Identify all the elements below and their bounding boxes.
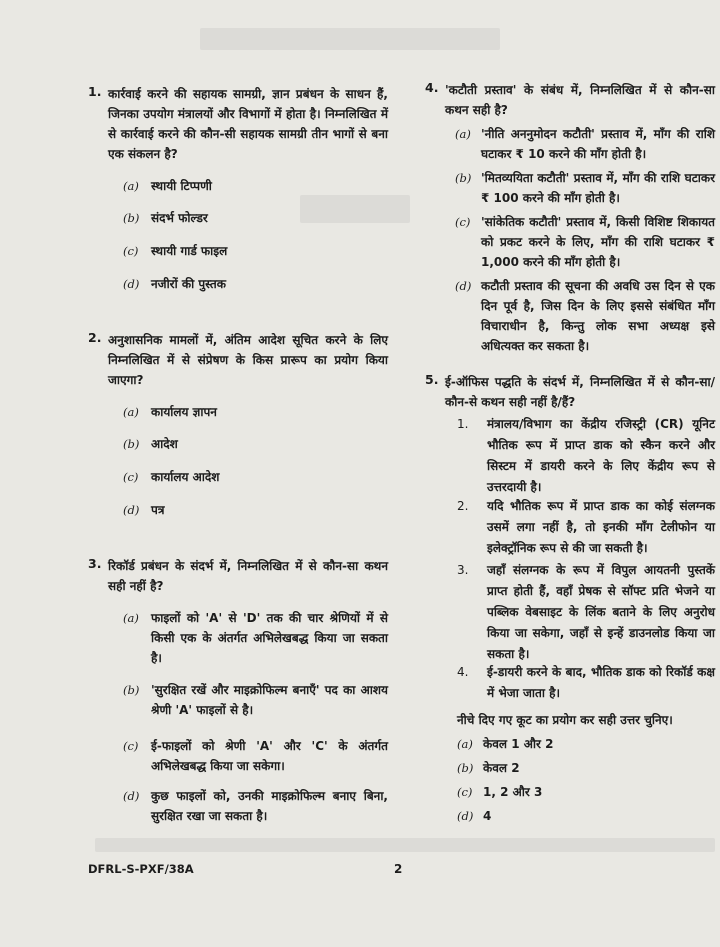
option-c[interactable]: [123, 736, 388, 776]
statement-text: मंत्रालय/विभाग का केंद्रीय रजिस्ट्री (CR) यूनिट भौतिक रूप में प्राप्त डाक को स्कैन करने और सिस्टम में डायरी करने के लिए केंद्रीय रूप से उत्तरदायी है।: [487, 417, 715, 494]
option-b[interactable]: [457, 758, 715, 778]
option-a[interactable]: [457, 734, 715, 754]
option-label: (b): [123, 211, 140, 225]
option-text: केवल 1 और 2: [483, 737, 554, 751]
statement-1: [457, 414, 715, 498]
option-c[interactable]: [123, 241, 227, 261]
question-5: [425, 372, 715, 412]
booklet-code: DFRL-S-PXF/38A: [88, 862, 194, 876]
option-label: (d): [123, 789, 140, 803]
option-label: (d): [457, 809, 474, 823]
option-label: (c): [123, 244, 139, 258]
option-text: पत्र: [151, 503, 165, 517]
question-text: 'कटौती प्रस्ताव' के संबंध में, निम्नलिखित में से कौन-सा कथन सही है?: [445, 83, 715, 117]
statement-number: 4.: [457, 665, 469, 679]
option-text: नजीरों की पुस्तक: [151, 277, 226, 291]
option-c[interactable]: [455, 212, 715, 272]
option-a[interactable]: [123, 402, 217, 422]
question-number: 3.: [88, 556, 102, 571]
option-text: कटौती प्रस्ताव की सूचना की अवधि उस दिन से एक दिन पूर्व है, जिस दिन के लिए इससे संबंधित माँग विचाराधीन है, किन्तु लोक सभा अध्यक्ष इसे अधित्यक्त कर सकता है।: [481, 279, 715, 353]
statement-number: 2.: [457, 499, 469, 513]
question-number: 1.: [88, 84, 102, 99]
option-label: (c): [455, 215, 471, 229]
option-text: कार्यालय आदेश: [151, 470, 220, 484]
option-text: 1, 2 और 3: [483, 785, 543, 799]
option-text: स्थायी गार्ड फाइल: [151, 244, 228, 258]
option-d[interactable]: [123, 786, 388, 826]
bleed-through-mark: [300, 195, 410, 223]
question-number: 4.: [425, 80, 439, 95]
option-label: (a): [123, 179, 139, 193]
statement-4: [457, 662, 715, 704]
option-label: (d): [123, 277, 140, 291]
option-text: कार्यालय ज्ञापन: [151, 405, 217, 419]
option-a[interactable]: [455, 124, 715, 164]
option-b[interactable]: [123, 208, 208, 228]
question-text: अनुशासनिक मामलों में, अंतिम आदेश सूचित करने के लिए निम्नलिखित में से संप्रेषण के किस प्रारूप का प्रयोग किया जाएगा?: [108, 333, 388, 387]
option-label: (b): [455, 171, 472, 185]
option-label: (a): [455, 127, 471, 141]
option-text: 'सुरक्षित रखें और माइक्रोफिल्म बनाएँ' पद का आशय श्रेणी 'A' फाइलों से है।: [151, 683, 388, 717]
option-b[interactable]: [455, 168, 715, 208]
question-4: [425, 80, 715, 120]
statement-3: [457, 560, 715, 665]
option-label: (d): [123, 503, 140, 517]
statement-number: 3.: [457, 563, 469, 577]
page-number: 2: [394, 862, 403, 876]
statement-2: [457, 496, 715, 559]
statement-text: जहाँ संलग्नक के रूप में विपुल आयतनी पुस्तकें प्राप्त होती हैं, वहाँ प्रेषक से सॉफ्ट प्रति भेजने या पब्लिक वेबसाइट के लिंक बताने के लिए अनुरोध किया जा सकेगा, जहाँ से इन्हें डाउनलोड किया जा सकता है।: [487, 563, 715, 661]
question-3: [88, 556, 388, 596]
option-text: 'मितव्ययिता कटौती' प्रस्ताव में, माँग की राशि घटाकर ₹ 100 करने की माँग होती है।: [481, 171, 715, 205]
option-label: (a): [123, 611, 139, 625]
option-a[interactable]: [123, 608, 388, 668]
instruction-text: नीचे दिए गए कूट का प्रयोग कर सही उत्तर चुनिए।: [457, 713, 673, 727]
bleed-through-mark: [200, 28, 500, 50]
option-c[interactable]: [123, 467, 219, 487]
bleed-through-mark: [95, 838, 715, 852]
option-text: स्थायी टिप्पणी: [151, 179, 212, 193]
statement-text: यदि भौतिक रूप में प्राप्त डाक का कोई संलग्नक उसमें लगा नहीं है, तो इनकी माँग टेलीफोन या इलेक्ट्रॉनिक रूप से की जा सकती है।: [487, 499, 715, 555]
question-1: [88, 84, 388, 164]
option-text: कुछ फाइलों को, उनकी माइक्रोफिल्म बनाए बिना, सुरक्षित रखा जा सकता है।: [151, 789, 388, 823]
option-label: (c): [457, 785, 473, 799]
option-a[interactable]: [123, 176, 212, 196]
option-text: ई-फाइलों को श्रेणी 'A' और 'C' के अंतर्गत अभिलेखबद्ध किया जा सकेगा।: [151, 739, 388, 773]
option-label: (a): [123, 405, 139, 419]
option-b[interactable]: [123, 434, 178, 454]
option-text: 4: [483, 809, 492, 823]
option-text: केवल 2: [483, 761, 520, 775]
question-text: रिकॉर्ड प्रबंधन के संदर्भ में, निम्नलिखित में से कौन-सा कथन सही नहीं है?: [108, 559, 388, 593]
option-text: 'नीति अननुमोदन कटौती' प्रस्ताव में, माँग की राशि घटाकर ₹ 10 करने की माँग होती है।: [481, 127, 715, 161]
option-text: 'सांकेतिक कटौती' प्रस्ताव में, किसी विशिष्ट शिकायत को प्रकट करने के लिए, माँग की राशि घटाकर ₹ 1,000 करने की माँग होती है।: [481, 215, 715, 269]
option-c[interactable]: [457, 782, 715, 802]
question-text: कार्रवाई करने की सहायक सामग्री, ज्ञान प्रबंधन के साधन हैं, जिनका उपयोग मंत्रालयों और विभागों में होता है। निम्नलिखित में से कार्रवाई करने की कौन-सी सहायक सामग्री तीन भागों से बना एक संकलन है?: [108, 87, 388, 161]
option-d[interactable]: [123, 274, 226, 294]
option-d[interactable]: [455, 276, 715, 356]
option-label: (a): [457, 737, 473, 751]
option-label: (c): [123, 470, 139, 484]
question-number: 5.: [425, 372, 439, 387]
option-b[interactable]: [123, 680, 388, 720]
option-label: (b): [457, 761, 474, 775]
option-label: (c): [123, 739, 139, 753]
option-d[interactable]: [457, 806, 715, 826]
option-text: फाइलों को 'A' से 'D' तक की चार श्रेणियों में से किसी एक के अंतर्गत अभिलेखबद्ध किया जा सकता है।: [151, 611, 388, 665]
option-label: (b): [123, 437, 140, 451]
question-text: ई-ऑफिस पद्धति के संदर्भ में, निम्नलिखित में से कौन-सा/कौन-से कथन सही नहीं है/हैं?: [445, 375, 715, 409]
option-text: आदेश: [151, 437, 178, 451]
question-2: [88, 330, 388, 390]
option-text: संदर्भ फोल्डर: [151, 211, 208, 225]
statement-number: 1.: [457, 417, 469, 431]
statement-text: ई-डायरी करने के बाद, भौतिक डाक को रिकॉर्ड कक्ष में भेजा जाता है।: [487, 665, 715, 700]
option-label: (d): [455, 279, 472, 293]
option-label: (b): [123, 683, 140, 697]
question-number: 2.: [88, 330, 102, 345]
option-d[interactable]: [123, 500, 164, 520]
